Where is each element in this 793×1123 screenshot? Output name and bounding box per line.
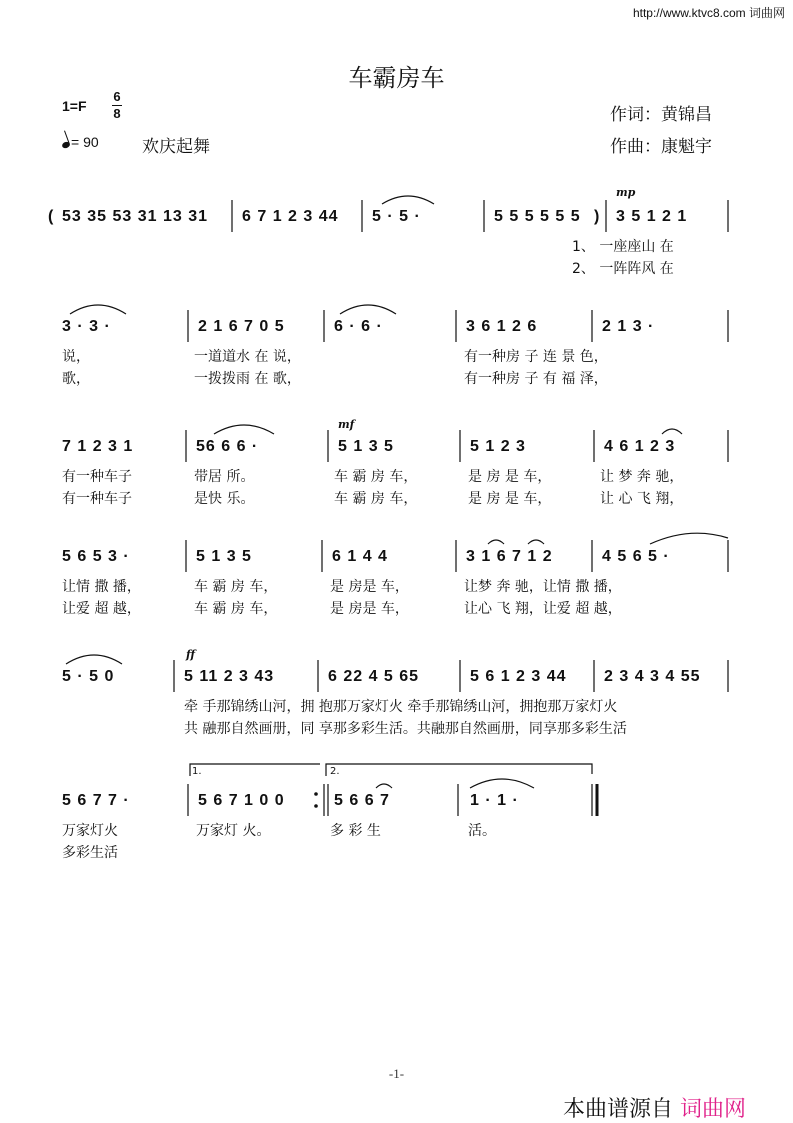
song-title: 车霸房车	[348, 64, 445, 92]
measure-notes: 5 1 3 5	[196, 548, 252, 565]
lyric-line: 有一种车子	[62, 469, 132, 485]
source-brand-link[interactable]: 词曲网	[680, 1096, 747, 1121]
lyricist-credit: 作词：黄锦昌	[610, 105, 712, 125]
tie-slur	[662, 429, 682, 434]
lyric-line: 让梦 奔 驰，让情 撒 播，	[464, 579, 622, 595]
lyric-line: 万家灯火	[62, 823, 118, 839]
lyric-line: 牵 手那锦绣山河，拥 抱那万家灯火 牵手那锦绣山河，拥抱那万家灯火	[184, 699, 618, 715]
measure-notes: 5 6 7 1 0 0	[198, 792, 285, 809]
lyric-line: 是 房是 车，	[330, 601, 409, 617]
lyric-line: 车 霸 房 车，	[334, 491, 418, 507]
measure-notes: 5 11 2 3 43	[184, 668, 275, 685]
measure-notes: 5 6 6 7	[334, 792, 390, 809]
measure-notes: 3 6 1 2 6	[466, 318, 538, 335]
measure-notes: 5 1 3 5	[338, 438, 394, 455]
measure-notes: 6 · 6 ·	[334, 318, 383, 335]
lyric-line: 车 霸 房 车，	[334, 469, 418, 485]
source-credit	[563, 1092, 746, 1123]
measure-notes: 5 6 1 2 3 44	[470, 668, 567, 685]
lyric-line: 是 房 是 车，	[468, 469, 552, 485]
lyric-line: 2、 一阵阵风 在	[572, 261, 674, 277]
lyric-line: 说，	[62, 349, 90, 365]
measure-notes: 3 5 1 2 1	[616, 208, 688, 225]
tempo-value: = 90	[71, 134, 99, 150]
lyric-line: 万家灯 火。	[196, 823, 271, 839]
lyric-line: 车 霸 房 车，	[194, 601, 278, 617]
lyric-line: 有一种车子	[62, 491, 132, 507]
volta-label: 1.	[192, 766, 202, 777]
tie-slur	[488, 540, 504, 544]
composer-credit: 作曲：康魁宇	[610, 137, 712, 157]
lyric-line: 有一种房 子 有 福 泽，	[464, 371, 608, 387]
lyric-line: 是快 乐。	[194, 491, 255, 507]
volta-bracket	[190, 764, 320, 776]
measure-notes: 3 · 3 ·	[62, 318, 111, 335]
measure-notes: 5 6 7 7 ·	[62, 792, 130, 809]
repeat-dot	[314, 792, 318, 796]
lyric-line: 多 彩 生	[330, 823, 381, 839]
lyric-line: 多彩生活	[62, 845, 118, 861]
tie-slur	[650, 533, 728, 544]
lyric-line: 带居 所。	[194, 469, 255, 485]
tie-slur	[528, 540, 544, 544]
page-number: -1-	[388, 1066, 405, 1081]
lyric-line: 1、 一座座山 在	[572, 239, 674, 255]
measure-notes: 5 1 2 3	[470, 438, 526, 455]
lyric-line: 一拨拨雨 在 歌，	[194, 371, 301, 387]
dynamic-marking: mf	[338, 418, 355, 431]
dynamic-marking: mp	[616, 186, 636, 199]
tie-slur	[70, 305, 126, 314]
repeat-close-paren: )	[594, 208, 601, 225]
lyric-line: 是 房是 车，	[330, 579, 409, 595]
measure-notes: 7 1 2 3 1	[62, 438, 134, 455]
repeat-open-paren: (	[48, 208, 55, 225]
measure-notes: 5 · 5 0	[62, 668, 115, 685]
volta-label: 2.	[330, 766, 340, 777]
volta-bracket	[326, 764, 592, 776]
tie-slur	[66, 655, 122, 664]
measure-notes: 2 3 4 3 4 55	[604, 668, 701, 685]
measure-notes: 4 6 1 2 3	[604, 438, 676, 455]
lyric-line: 歌，	[62, 371, 90, 387]
tie-slur	[376, 784, 392, 788]
mood-marking: 欢庆起舞	[142, 137, 210, 157]
quarter-note-icon	[61, 141, 71, 149]
measure-notes: 56 6 6 ·	[196, 438, 259, 455]
measure-notes: 2 1 3 ·	[602, 318, 655, 335]
time-signature-bottom: 8	[113, 106, 121, 121]
key-signature: 1=F	[62, 98, 87, 114]
lyric-line: 让 心 飞 翔，	[600, 491, 684, 507]
measure-notes: 5 6 5 3 ·	[62, 548, 130, 565]
lyric-line: 让情 撒 播，	[62, 579, 141, 595]
tempo-mark	[62, 134, 99, 150]
tie-slur	[470, 779, 534, 788]
lyric-line: 共 融那自然画册，同 享那多彩生活。共融那自然画册，同享那多彩生活	[184, 721, 627, 737]
tie-slur	[214, 425, 274, 434]
lyric-line: 有一种房 子 连 景 色，	[464, 349, 608, 365]
measure-notes: 6 1 4 4	[332, 548, 388, 565]
measure-notes: 2 1 6 7 0 5	[198, 318, 285, 335]
measure-notes: 1 · 1 ·	[470, 792, 519, 809]
tie-slur	[382, 196, 434, 204]
measure-notes: 5 5 5 5 5 5	[494, 208, 581, 225]
measure-notes: 6 22 4 5 65	[328, 668, 420, 685]
measure-notes: 3 1 6 7 1 2	[466, 548, 553, 565]
time-signature	[112, 90, 122, 121]
source-prefix: 本曲谱源自	[563, 1097, 674, 1122]
time-signature-top: 6	[113, 89, 121, 104]
repeat-dot	[314, 804, 318, 808]
measure-notes: 6 7 1 2 3 44	[242, 208, 339, 225]
lyric-line: 活。	[468, 823, 496, 839]
lyric-line: 让心 飞 翔，让爱 超 越，	[464, 601, 622, 617]
measure-notes: 5 · 5 ·	[372, 208, 421, 225]
lyric-line: 让爱 超 越，	[62, 601, 141, 617]
dynamic-marking: ff	[186, 648, 196, 661]
lyric-line: 一道道水 在 说，	[194, 349, 301, 365]
measure-notes: 53 35 53 31 13 31	[62, 208, 209, 225]
lyric-line: 让 梦 奔 驰，	[600, 469, 684, 485]
lyric-line: 车 霸 房 车，	[194, 579, 278, 595]
watermark-url[interactable]: http://www.ktvc8.com 词曲网	[632, 6, 785, 20]
lyric-line: 是 房 是 车，	[468, 491, 552, 507]
tie-slur	[340, 305, 396, 314]
measure-notes: 4 5 6 5 ·	[602, 548, 670, 565]
